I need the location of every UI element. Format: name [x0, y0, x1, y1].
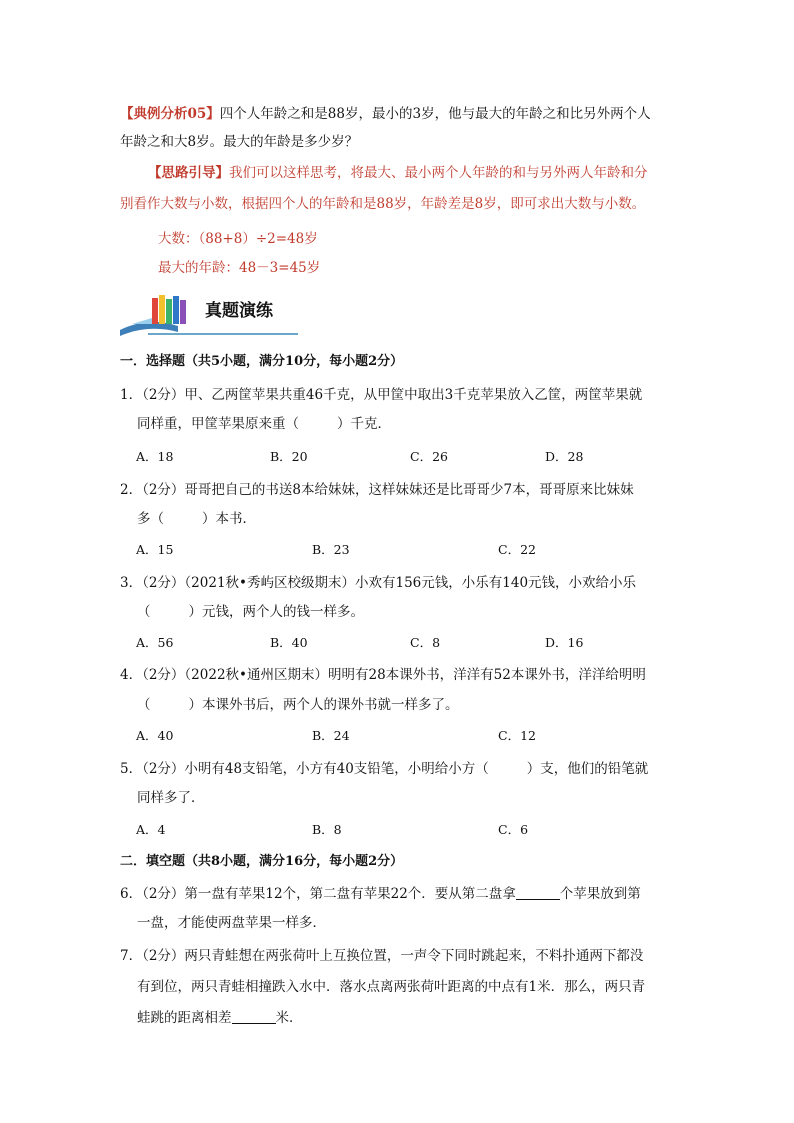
- option-b[interactable]: B．23: [312, 542, 350, 557]
- question-6-text-a: 6．（2分）第一盘有苹果12个，第二盘有苹果22个．要从第二盘拿: [120, 886, 516, 902]
- option-b[interactable]: B．40: [270, 635, 308, 650]
- question-4-line-1: 4．（2分）（2022秋•通州区期末）明明有28本课外书，洋洋有52本课外书，洋洋给明明: [120, 667, 646, 683]
- option-c[interactable]: C．6: [498, 822, 529, 837]
- example-line-2: 年龄之和大8岁。最大的年龄是多少岁？: [120, 134, 359, 150]
- question-5-text-a: 5．（2分）小明有48支铅笔，小方有40支铅笔，小明给小方（: [120, 761, 489, 777]
- section-heading-fill: 二．填空题（共8小题，满分16分，每小题2分）: [120, 854, 404, 869]
- question-2-text-a: 多（: [137, 511, 164, 527]
- hint-line-1: [148, 163, 648, 183]
- option-c[interactable]: C．26: [410, 449, 448, 464]
- question-3-line-2: [137, 602, 364, 622]
- example-tag: 【典例分析05】: [120, 106, 220, 122]
- option-a[interactable]: A．18: [136, 449, 174, 464]
- question-5-line-2: 同样多了．: [137, 790, 205, 806]
- question-7-line-2: 有到位，两只青蛙相撞跌入水中．落水点离两张荷叶距离的中点有1米．那么，两只青: [137, 979, 646, 995]
- banner-title: 真题演练: [205, 301, 273, 321]
- option-b[interactable]: B．24: [312, 728, 350, 743]
- option-c[interactable]: C．22: [498, 542, 536, 557]
- option-a[interactable]: A．15: [136, 542, 174, 557]
- question-1-text-a: 同样重，甲筐苹果原来重（: [137, 416, 299, 432]
- option-d[interactable]: D．28: [545, 449, 584, 464]
- question-6-line-2: 一盘，才能使两盘苹果一样多．: [137, 915, 326, 931]
- question-1-text-b: ）千克．: [337, 416, 391, 432]
- question-5-line-1: [120, 759, 648, 779]
- hint-tag: 【思路引导】: [148, 165, 229, 181]
- question-3-text-a: （: [137, 604, 151, 620]
- option-a[interactable]: A．56: [136, 635, 174, 650]
- option-b[interactable]: B．8: [312, 822, 342, 837]
- question-4-text-b: ）本课外书后，两个人的课外书就一样多了。: [188, 697, 459, 713]
- question-1-line-1: 1．（2分）甲、乙两筐苹果共重46千克，从甲筐中取出3千克苹果放入乙筐，两筐苹果就: [120, 387, 643, 403]
- question-6-line-1: [120, 884, 641, 904]
- hint-line-2: 别看作大数与小数，根据四个人的年龄和是88岁，年龄差是8岁，即可求出大数与小数。: [120, 196, 646, 212]
- question-2-line-2: [137, 509, 256, 529]
- question-2-text-b: ）本书．: [202, 511, 256, 527]
- question-7-line-3: [137, 1008, 303, 1028]
- hint-text-1: 我们可以这样思考，将最大、最小两个人年龄的和与另外两人年龄和分: [229, 165, 648, 181]
- example-line-1: [120, 104, 651, 124]
- question-7-line-1: 7．（2分）两只青蛙想在两张荷叶上互换位置，一声令下同时跳起来，不料扑通两下都没: [120, 948, 644, 964]
- option-c[interactable]: C．8: [410, 635, 441, 650]
- section-heading-choice: 一．选择题（共5小题，满分10分，每小题2分）: [120, 354, 404, 369]
- question-4-text-a: （: [137, 697, 151, 713]
- question-6-text-b: 个苹果放到第: [559, 886, 641, 902]
- question-3-text-b: ）元钱，两个人的钱一样多。: [188, 604, 364, 620]
- option-d[interactable]: D．16: [545, 635, 584, 650]
- answer-blank[interactable]: [232, 1009, 276, 1024]
- question-3-line-1: 3．（2分）（2021秋•秀屿区校级期末）小欢有156元钱，小乐有140元钱，小欢给小乐: [120, 575, 637, 591]
- question-1-line-2: [137, 414, 391, 434]
- option-c[interactable]: C．12: [498, 728, 536, 743]
- answer-blank[interactable]: [516, 885, 560, 900]
- question-5-text-b: ）支，他们的铅笔就: [526, 761, 649, 777]
- question-4-line-2: [137, 695, 459, 715]
- option-a[interactable]: A．4: [136, 822, 166, 837]
- calc-line-1: 大数：（88+8）÷2=48岁: [158, 231, 318, 247]
- example-text-1: 四个人年龄之和是88岁，最小的3岁，他与最大的年龄之和比另外两个人: [219, 106, 651, 122]
- question-2-line-1: 2．（2分）哥哥把自己的书送8本给妹妹，这样妹妹还是比哥哥少7本，哥哥原来比妹妹: [120, 482, 634, 498]
- calc-line-2: 最大的年龄：48－3=45岁: [158, 260, 321, 276]
- question-7-text-b: 米．: [275, 1010, 303, 1026]
- question-7-text-a: 蛙跳的距离相差: [137, 1010, 232, 1026]
- option-b[interactable]: B．20: [270, 449, 308, 464]
- option-a[interactable]: A．40: [136, 728, 174, 743]
